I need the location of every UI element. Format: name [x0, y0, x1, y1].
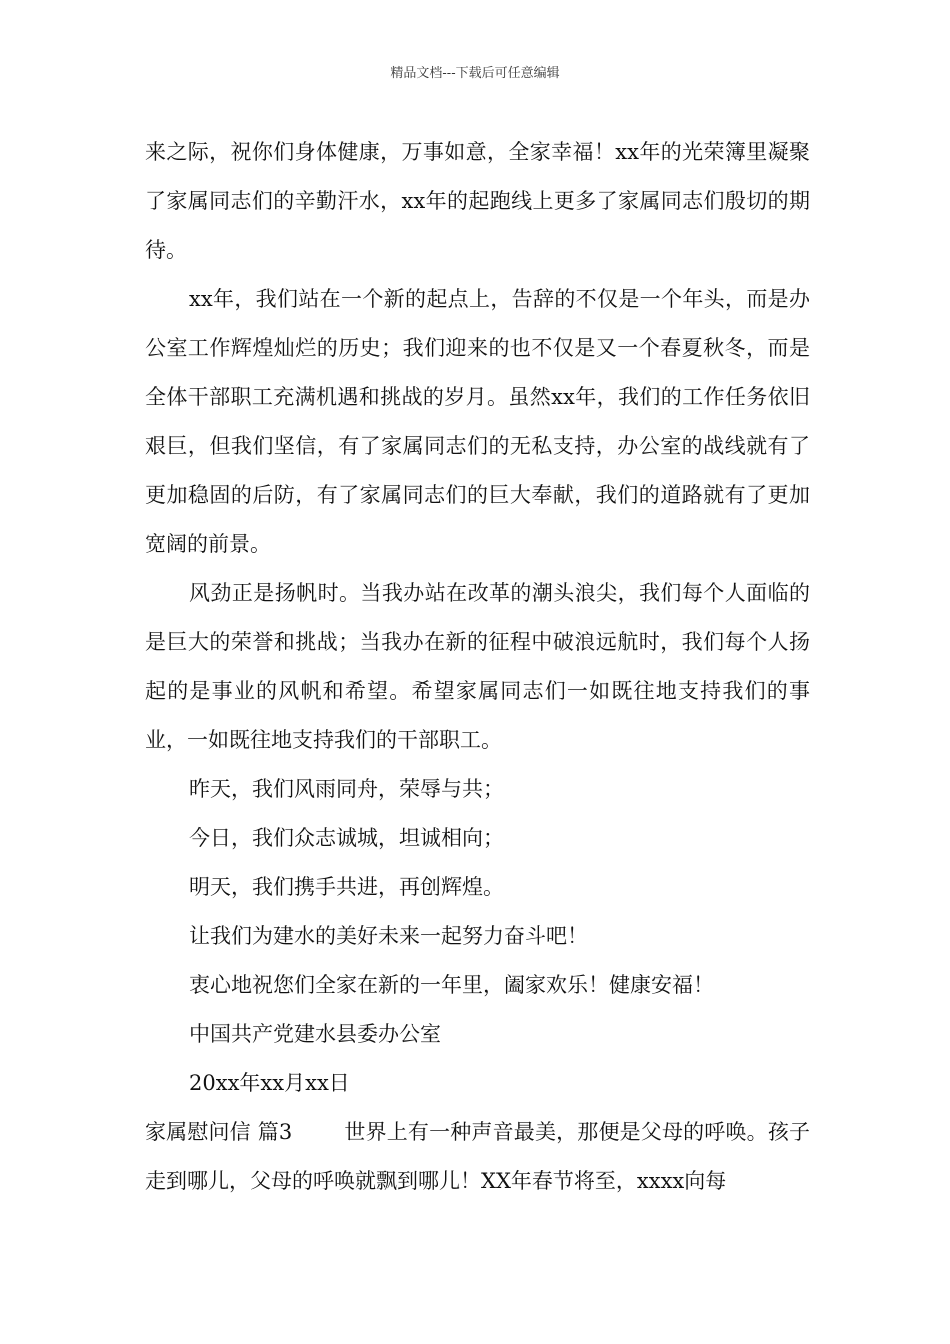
line-today: 今日，我们众志诚城，坦诚相向；: [189, 826, 504, 850]
line-future: 让我们为建水的美好未来一起努力奋斗吧！: [189, 924, 588, 948]
paragraph-3: 风劲正是扬帆时。当我办站在改革的潮头浪尖，我们每个人面临的是巨大的荣誉和挑战；当我办在新的征程中破浪远航时，我们每个人扬起的是事业的风帆和希望。希望家属同志们一如既往地支持我们的事业，一如既往地支持我们的干部职工。: [145, 581, 810, 752]
line-yesterday: 昨天，我们风雨同舟，荣辱与共；: [189, 777, 504, 801]
section-title: 家属慰问信 篇3: [145, 1120, 293, 1144]
section-text: 世界上有一种声音最美，那便是父母的呼唤。孩子走到哪儿，父母的呼唤就飘到哪儿！XX年春节将至，xxxx向每: [145, 1120, 810, 1193]
signature: 中国共产党建水县委办公室: [189, 1022, 441, 1046]
document-body: [145, 128, 810, 1206]
paragraph-2: xx年，我们站在一个新的起点上，告辞的不仅是一个年头，而是办公室工作辉煌灿烂的历史；我们迎来的也不仅是又一个春夏秋冬，而是全体干部职工充满机遇和挑战的岁月。虽然xx年，我们的工作任务依旧艰巨，但我们坚信，有了家属同志们的无私支持，办公室的战线就有了更加稳固的后防，有了家属同志们的巨大奉献，我们的道路就有了更加宽阔的前景。: [145, 287, 810, 556]
next-section-paragraph: [145, 1108, 810, 1206]
line-tomorrow: 明天，我们携手共进，再创辉煌。: [189, 875, 504, 899]
letter-date: 20xx年xx月xx日: [189, 1071, 350, 1095]
line-wish: 衷心地祝您们全家在新的一年里，阖家欢乐！健康安福！: [189, 973, 714, 997]
paragraph-1: 来之际，祝你们身体健康，万事如意，全家幸福！xx年的光荣簿里凝聚了家属同志们的辛勤汗水，xx年的起跑线上更多了家属同志们殷切的期待。: [145, 140, 810, 262]
page-header: 精品文档---下载后可任意编辑: [390, 66, 560, 81]
